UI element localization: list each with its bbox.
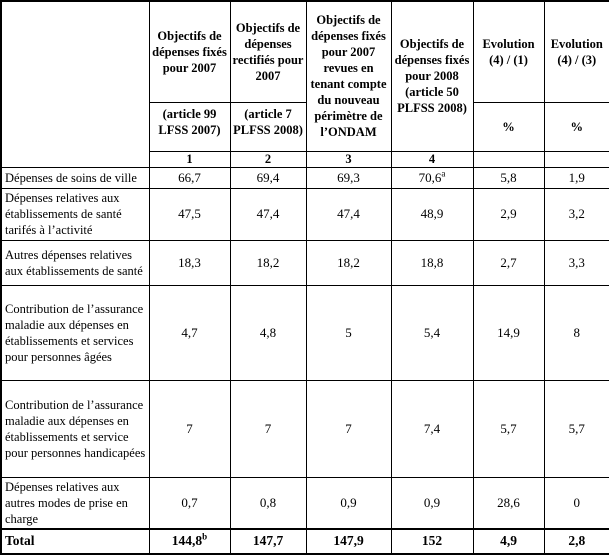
cell-value: 7 — [149, 380, 230, 477]
header-col5-title: Evolution (4) / (1) — [473, 1, 544, 102]
row-personnes-handicapees — [1, 380, 609, 477]
row-personnes-agees — [1, 285, 609, 380]
row-etablissements-tarifes-activite — [1, 188, 609, 240]
row-label: Contribution de l’assurance maladie aux dépenses en établissements et services pour personnes âgées — [1, 285, 149, 380]
header-col1-title: Objectifs de dépenses fixés pour 2007 — [149, 1, 230, 102]
cell-value: 5,4 — [391, 285, 473, 380]
footnote-marker-a: a — [441, 168, 446, 179]
cell-value: 5 — [306, 285, 391, 380]
cell-value: 2,9 — [473, 188, 544, 240]
header-col6-title: Evolution (4) / (3) — [544, 1, 609, 102]
cell-value-with-footnote — [391, 167, 473, 188]
row-label: Dépenses relatives aux établissements de santé tarifés à l’activité — [1, 188, 149, 240]
header-col1-subtitle: (article 99 LFSS 2007) — [149, 102, 230, 151]
header-col3-number: 3 — [306, 151, 391, 167]
cell-value: 47,5 — [149, 188, 230, 240]
cell-value: 7,4 — [391, 380, 473, 477]
cell-value: 18,3 — [149, 240, 230, 285]
cell-value: 7 — [230, 380, 306, 477]
cell-value: 69,3 — [306, 167, 391, 188]
header-col2-subtitle: (article 7 PLFSS 2008) — [230, 102, 306, 151]
header-col1-number: 1 — [149, 151, 230, 167]
total-value: 4,9 — [473, 529, 544, 554]
cell-value: 5,7 — [473, 380, 544, 477]
cell-value: 47,4 — [306, 188, 391, 240]
header-row-titles — [1, 1, 609, 102]
total-value: 152 — [391, 529, 473, 554]
row-label: Contribution de l’assurance maladie aux dépenses en établissements et service pour personnes handicapées — [1, 380, 149, 477]
cell-value: 0,7 — [149, 477, 230, 529]
cell-value: 3,2 — [544, 188, 609, 240]
row-autres-depenses-etablissements — [1, 240, 609, 285]
cell-value: 4,8 — [230, 285, 306, 380]
cell-value: 7 — [306, 380, 391, 477]
row-label: Dépenses relatives aux autres modes de prise en charge — [1, 477, 149, 529]
cell-value: 0,8 — [230, 477, 306, 529]
header-col4-title: Objectifs de dépenses fixés pour 2008 (article 50 PLFSS 2008) — [391, 1, 473, 151]
header-col2-number: 2 — [230, 151, 306, 167]
total-value: 147,7 — [230, 529, 306, 554]
row-depenses-soins-de-ville — [1, 167, 609, 188]
cell-value: 69,4 — [230, 167, 306, 188]
cell-value: 5,8 — [473, 167, 544, 188]
header-col5-percent: % — [473, 102, 544, 151]
cell-value: 48,9 — [391, 188, 473, 240]
total-value: 2,8 — [544, 529, 609, 554]
cell-value: 18,8 — [391, 240, 473, 285]
cell-value: 8 — [544, 285, 609, 380]
header-col3-title: Objectifs de dépenses fixés pour 2007 revues en tenant compte du nouveau périmètre de l’ONDAM — [306, 1, 391, 151]
cell-value: 2,7 — [473, 240, 544, 285]
total-value: 144,8 — [171, 533, 203, 548]
header-col2-title: Objectifs de dépenses rectifiés pour 2007 — [230, 1, 306, 102]
footnote-marker-b: b — [202, 531, 208, 542]
cell-value: 28,6 — [473, 477, 544, 529]
cell-value: 0,9 — [306, 477, 391, 529]
row-label: Autres dépenses relatives aux établissements de santé — [1, 240, 149, 285]
cell-value: 0 — [544, 477, 609, 529]
total-value: 147,9 — [306, 529, 391, 554]
cell-value: 4,7 — [149, 285, 230, 380]
corner-cell — [1, 1, 149, 167]
cell-value: 18,2 — [306, 240, 391, 285]
cell-value: 14,9 — [473, 285, 544, 380]
cell-value: 70,6 — [418, 169, 442, 185]
total-value-with-footnote — [149, 529, 230, 554]
cell-value: 66,7 — [149, 167, 230, 188]
row-total — [1, 529, 609, 554]
header-col6-percent: % — [544, 102, 609, 151]
row-label: Dépenses de soins de ville — [1, 167, 149, 188]
cell-value: 0,9 — [391, 477, 473, 529]
row-autres-modes-prise-en-charge — [1, 477, 609, 529]
cell-value: 1,9 — [544, 167, 609, 188]
header-col4-number: 4 — [391, 151, 473, 167]
cell-value: 47,4 — [230, 188, 306, 240]
cell-value: 5,7 — [544, 380, 609, 477]
cell-value: 3,3 — [544, 240, 609, 285]
header-col5-number — [473, 151, 544, 167]
cell-value: 18,2 — [230, 240, 306, 285]
total-label: Total — [1, 529, 149, 554]
header-col6-number — [544, 151, 609, 167]
